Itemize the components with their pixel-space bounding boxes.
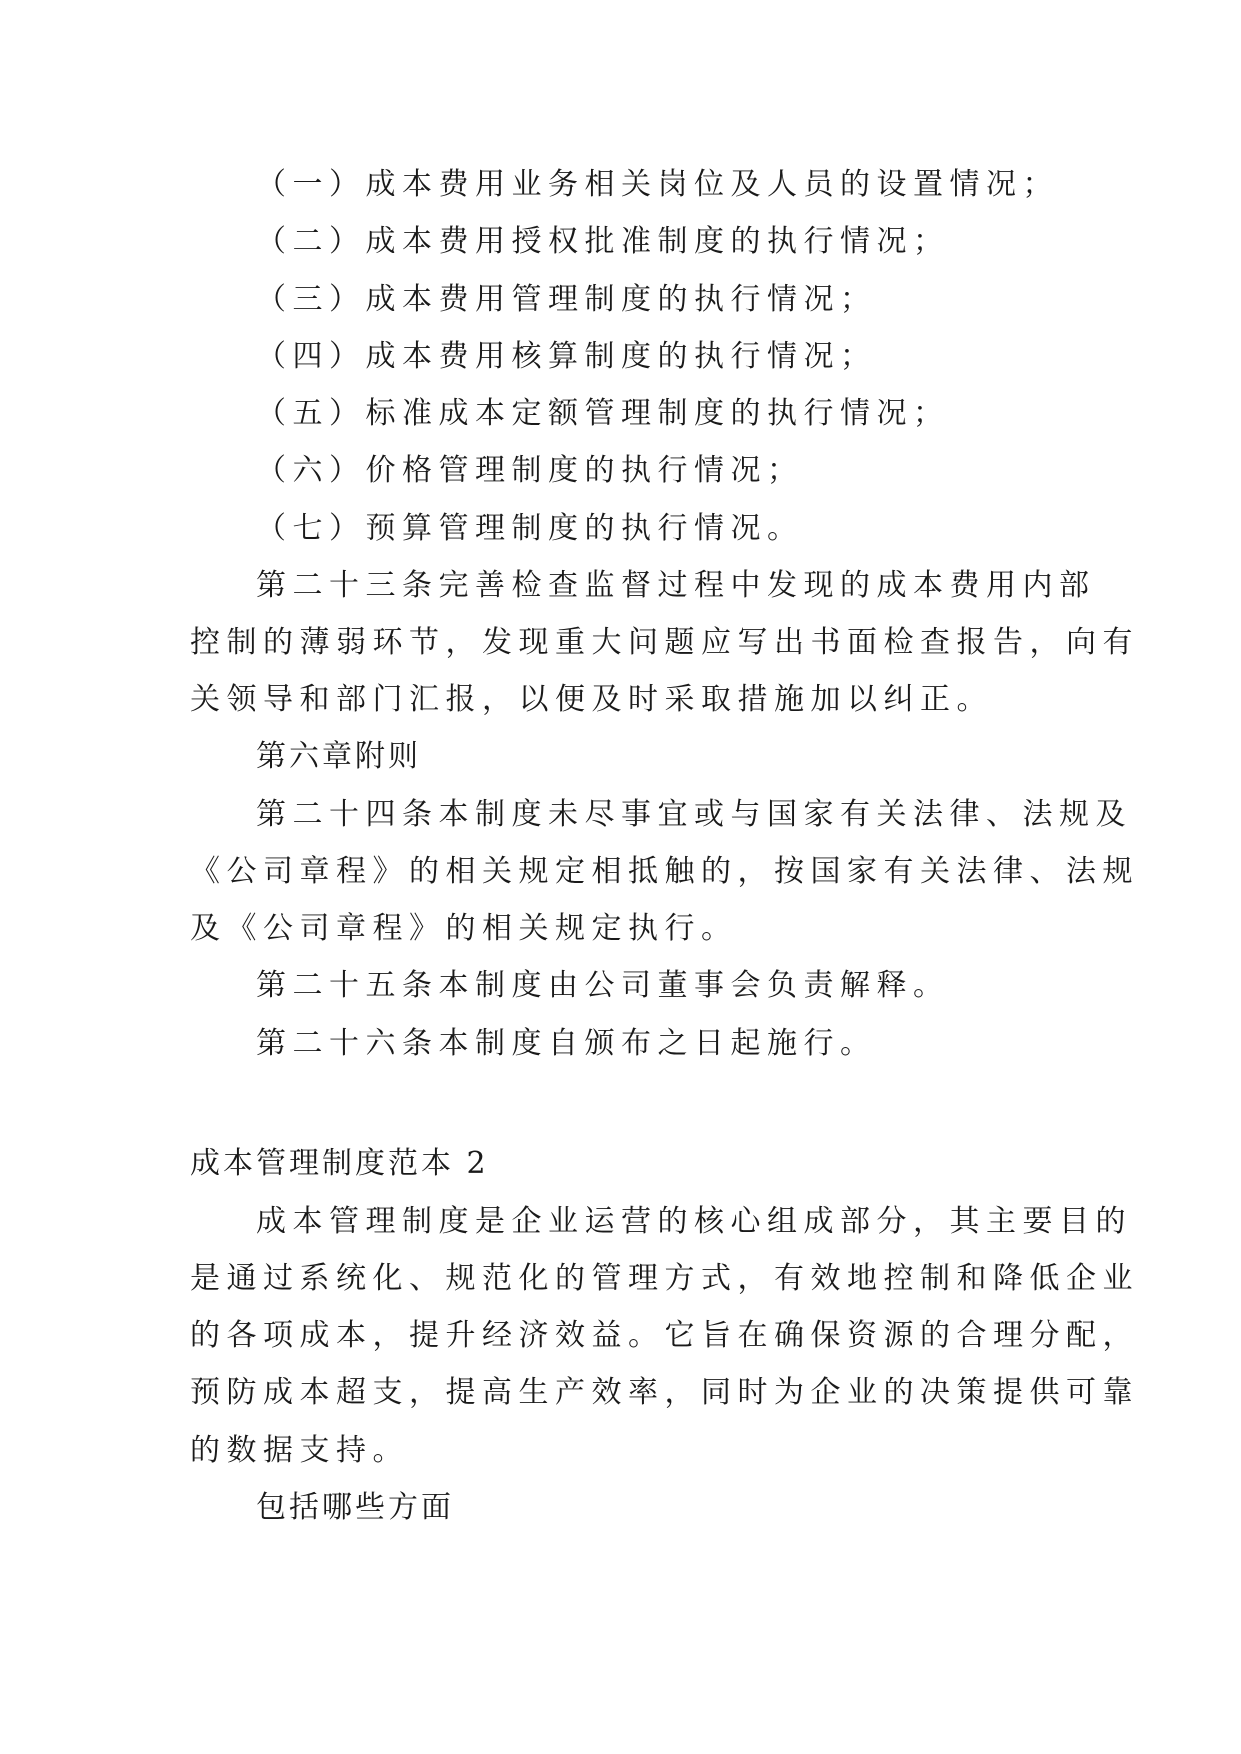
article-26: 第二十六条本制度自颁布之日起施行。 [256,1026,877,1061]
article-23-line-3: 关领导和部门汇报，以便及时采取措施加以纠正。 [190,682,993,717]
list-item-3: （三）成本费用管理制度的执行情况； [256,282,877,317]
list-item-1: （一）成本费用业务相关岗位及人员的设置情况； [256,167,1059,202]
chapter-6-title: 第六章附则 [256,739,421,774]
subheading: 包括哪些方面 [256,1490,454,1525]
list-item-6: （六）价格管理制度的执行情况； [256,453,804,488]
intro-line-5: 的数据支持。 [190,1433,409,1468]
list-item-7: （七）预算管理制度的执行情况。 [256,511,804,546]
intro-line-4: 预防成本超支，提高生产效率，同时为企业的决策提供可靠 [190,1375,1139,1410]
article-24-line-3: 及《公司章程》的相关规定执行。 [190,911,738,946]
list-item-2: （二）成本费用授权批准制度的执行情况； [256,224,950,259]
article-23-line-2: 控制的薄弱环节，发现重大问题应写出书面检查报告，向有 [190,625,1139,660]
list-item-5: （五）标准成本定额管理制度的执行情况； [256,396,950,431]
intro-line-1: 成本管理制度是企业运营的核心组成部分，其主要目的 [256,1204,1132,1239]
section-2-title: 成本管理制度范本 2 [190,1146,489,1181]
article-25: 第二十五条本制度由公司董事会负责解释。 [256,968,950,1003]
article-24-line-1: 第二十四条本制度未尽事宜或与国家有关法律、法规及 [256,797,1132,832]
article-24-line-2: 《公司章程》的相关规定相抵触的，按国家有关法律、法规 [190,854,1139,889]
intro-line-2: 是通过系统化、规范化的管理方式，有效地控制和降低企业 [190,1261,1139,1296]
article-23-line-1: 第二十三条完善检查监督过程中发现的成本费用内部 [256,568,1096,603]
intro-line-3: 的各项成本，提升经济效益。它旨在确保资源的合理分配， [190,1318,1139,1353]
list-item-4: （四）成本费用核算制度的执行情况； [256,339,877,374]
